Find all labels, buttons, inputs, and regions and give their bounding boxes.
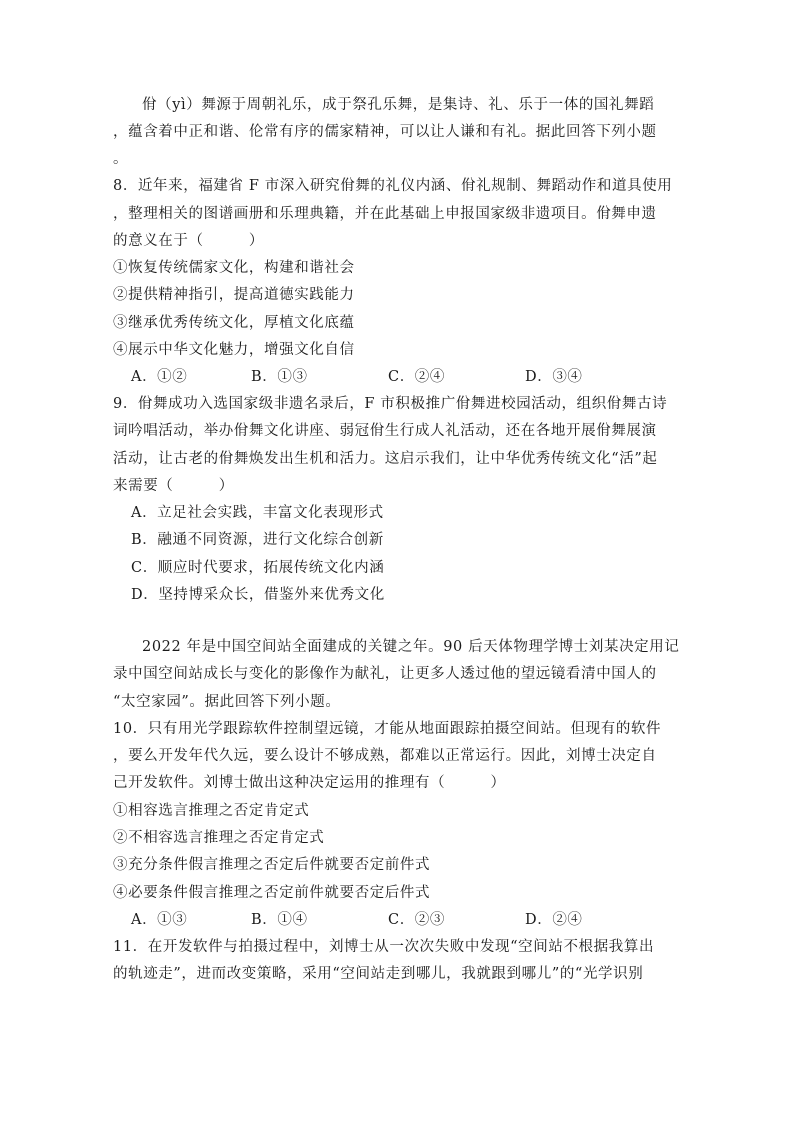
question-10-stem-line-1: 10．只有用光学跟踪软件控制望远镜，才能从地面跟踪拍摄空间站。但现有的软件 bbox=[113, 721, 662, 737]
question-8-item-2: ②提供精神指引，提高道德实践能力 bbox=[113, 287, 355, 303]
question-10-option-b[interactable]: B．①④ bbox=[251, 912, 308, 928]
question-8-stem-line-1: 8．近年来，福建省 F 市深入研究佾舞的礼仪内涵、佾礼规制、舞蹈动作和道具使用 bbox=[113, 178, 673, 194]
question-10-options bbox=[131, 910, 691, 930]
question-10-stem-line-3: 己开发软件。刘博士做出这种决定运用的推理有（ ） bbox=[113, 775, 506, 791]
question-10-item-4: ④必要条件假言推理之否定前件就要否定后件式 bbox=[113, 885, 431, 901]
question-8-option-d[interactable]: D．③④ bbox=[525, 369, 583, 385]
question-10-option-a[interactable]: A．①③ bbox=[131, 912, 188, 928]
question-8-option-b[interactable]: B．①③ bbox=[251, 369, 308, 385]
passage-2-line-2: 录中国空间站成长与变化的影像作为献礼，让更多人透过他的望远镜看清中国人的 bbox=[113, 666, 657, 682]
question-9-option-d[interactable]: D．坚持博采众长，借鉴外来优秀文化 bbox=[131, 587, 385, 603]
question-8-option-a[interactable]: A．①② bbox=[131, 369, 188, 385]
question-9-option-c[interactable]: C．顺应时代要求，拓展传统文化内涵 bbox=[131, 560, 385, 576]
passage-2-line-3: “太空家园”。据此回答下列小题。 bbox=[113, 694, 341, 710]
question-8-item-3: ③继承优秀传统文化，厚植文化底蕴 bbox=[113, 315, 355, 331]
question-8-item-1: ①恢复传统儒家文化，构建和谐社会 bbox=[113, 260, 355, 276]
question-9-stem-line-1: 9．佾舞成功入选国家级非遗名录后，F 市积极推广佾舞进校园活动，组织佾舞古诗 bbox=[113, 396, 668, 412]
passage-1-line-2: ，蕴含着中正和谐、伦常有序的儒家精神，可以让人谦和有礼。据此回答下列小题 bbox=[113, 124, 657, 140]
question-10-option-d[interactable]: D．②④ bbox=[525, 912, 583, 928]
question-8-options bbox=[131, 367, 691, 387]
passage-1-line-1: 佾（yì）舞源于周朝礼乐，成于祭孔乐舞，是集诗、礼、乐于一体的国礼舞蹈 bbox=[142, 97, 655, 113]
question-8-stem-line-3: 的意义在于（ ） bbox=[113, 233, 264, 249]
question-9-stem-line-4: 来需要（ ） bbox=[113, 478, 234, 494]
passage-2-line-1: 2022 年是中国空间站全面建成的关键之年。90 后天体物理学博士刘某决定用记 bbox=[142, 639, 680, 655]
question-8-item-4: ④展示中华文化魅力，增强文化自信 bbox=[113, 342, 355, 358]
question-10-item-1: ①相容选言推理之否定肯定式 bbox=[113, 803, 310, 819]
question-9-option-b[interactable]: B．融通不同资源，进行文化综合创新 bbox=[131, 532, 384, 548]
question-9-option-a[interactable]: A．立足社会实践，丰富文化表现形式 bbox=[131, 505, 384, 521]
question-8-option-c[interactable]: C．②④ bbox=[388, 369, 445, 385]
question-9-stem-line-2: 词吟唱活动，举办佾舞文化讲座、弱冠佾生行成人礼活动，还在各地开展佾舞展演 bbox=[113, 423, 657, 439]
question-10-option-c[interactable]: C．②③ bbox=[388, 912, 445, 928]
passage-1-line-3: 。 bbox=[113, 151, 129, 167]
question-9-stem-line-3: 活动，让古老的佾舞焕发出生机和活力。这启示我们，让中华优秀传统文化“活”起 bbox=[113, 451, 658, 467]
question-10-item-3: ③充分条件假言推理之否定后件就要否定前件式 bbox=[113, 857, 431, 873]
question-8-stem-line-2: ，整理相关的图谱画册和乐理典籍，并在此基础上申报国家级非遗项目。佾舞申遗 bbox=[113, 206, 657, 222]
question-10-item-2: ②不相容选言推理之否定肯定式 bbox=[113, 830, 325, 846]
question-11-stem-line-1: 11．在开发软件与拍摄过程中，刘博士从一次次失败中发现“空间站不根据我算出 bbox=[113, 939, 655, 955]
question-11-stem-line-2: 的轨迹走”，进而改变策略，采用“空间站走到哪儿，我就跟到哪儿”的“光学识别 bbox=[113, 966, 644, 982]
question-10-stem-line-2: ，要么开发年代久远，要么设计不够成熟，都难以正常运行。因此，刘博士决定自 bbox=[113, 748, 657, 764]
